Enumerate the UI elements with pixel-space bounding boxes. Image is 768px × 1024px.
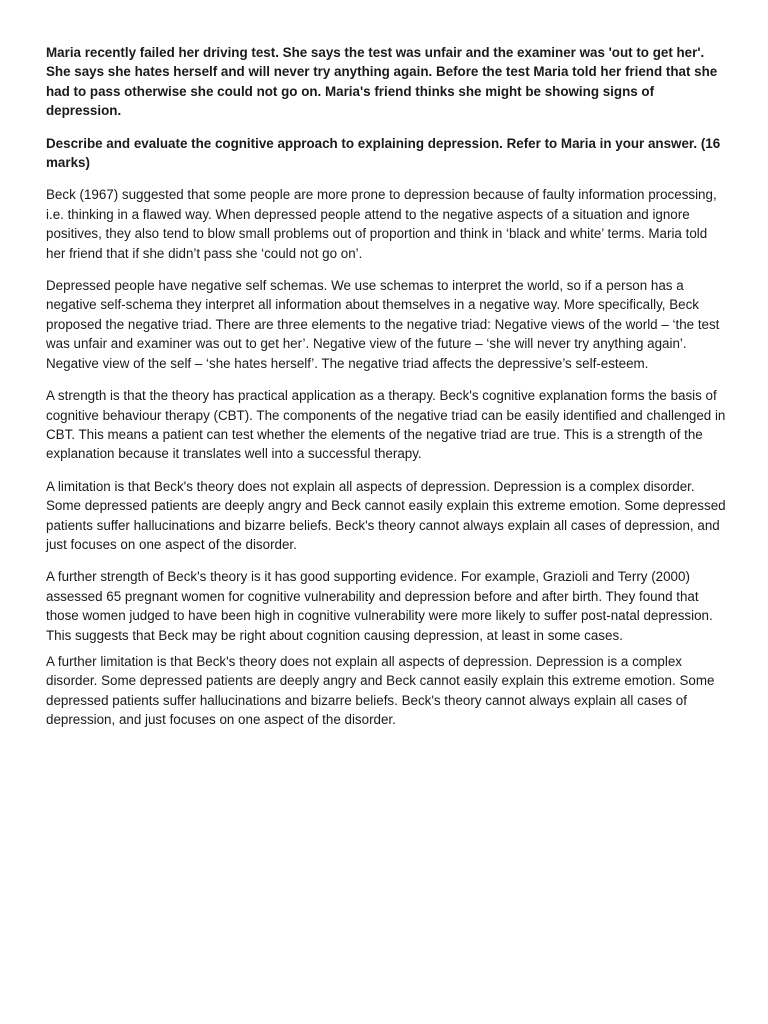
scenario-text: Maria recently failed her driving test. She says the test was unfair and the examiner was 'out to get her'. She says she hates herself and will never try anything again. Before the test Maria told her friend that she had to pass otherwise she could not go on. Maria's friend thinks she might be showing signs of depression. bbox=[46, 45, 718, 119]
question-text: Describe and evaluate the cognitive approach to explaining depression. Refer to Maria in your answer. (16 marks) bbox=[46, 135, 721, 171]
paragraph-strength-therapy: A strength is that the theory has practical application as a therapy. Beck's cognitive explanation forms the basis of cognitive behaviour therapy (CBT). The components of the negative triad can be easily identified and challenged in CBT. This means a patient can test whether the elements of the negative triad are true. This is a strength of the explanation because it translates well into a successful therapy. bbox=[46, 388, 726, 462]
document-page bbox=[46, 43, 726, 743]
paragraph-beck-theory: Beck (1967) suggested that some people are more prone to depression because of faulty information processing, i.e. thinking in a flawed way. When depressed people attend to the negative aspects of a situation and ignore positives, they also tend to blow small problems out of proportion and think in ‘black and white’ terms. Maria told her friend that if she didn’t pass she ‘could not go on’. bbox=[46, 187, 717, 261]
paragraph-further-limitation: A further limitation is that Beck's theory does not explain all aspects of depression. Depression is a complex disorder. Some depressed patients are deeply angry and Beck cannot easily explain this extreme emotion. Some depressed patients suffer hallucinations and bizarre beliefs. Beck's theory cannot always explain all cases of depression, and just focuses on one aspect of the disorder. bbox=[46, 653, 715, 728]
paragraph-limitation: A limitation is that Beck's theory does not explain all aspects of depression. Depression is a complex disorder. Some depressed patients are deeply angry and Beck cannot easily explain this extreme emotion. Some depressed patients suffer hallucinations and bizarre beliefs. Beck's theory cannot always explain all cases of depression, and just focuses on one aspect of the disorder. bbox=[46, 478, 726, 552]
paragraph-negative-triad: Depressed people have negative self schemas. We use schemas to interpret the world, so if a person has a negative self-schema they interpret all information about themselves in a negative way. More specifically, Beck proposed the negative triad. There are three elements to the negative triad: Negative views of the world – ‘the test was unfair and examiner was out to get her’. Negative view of the future – ‘she will never try anything again’. Negative view of the self – ‘she hates herself’. The negative triad affects the depressive’s self-esteem. bbox=[46, 278, 720, 371]
paragraph-strength-evidence: A further strength of Beck's theory is it has good supporting evidence. For example, Grazioli and Terry (2000) assessed 65 pregnant women for cognitive vulnerability and depression before and after birth. They found that those women judged to have been high in cognitive vulnerability were more likely to suffer post-natal depression. This suggests that Beck may be right about cognition causing depression, at least in some cases. bbox=[46, 569, 713, 643]
